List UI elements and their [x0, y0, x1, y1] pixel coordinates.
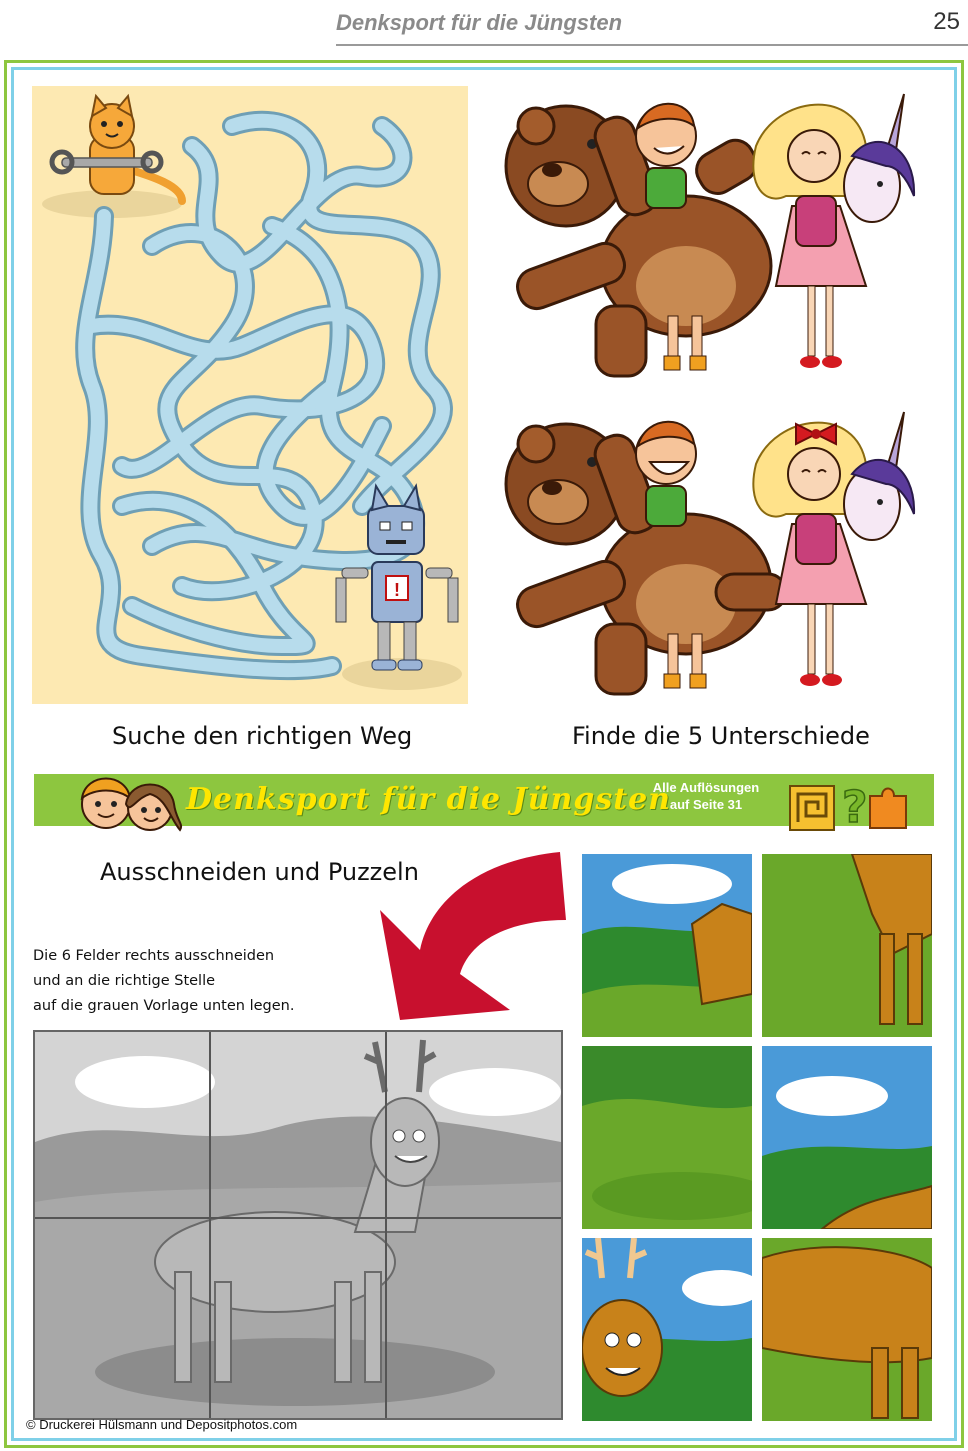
puzzle-template-gray[interactable] — [33, 1030, 563, 1420]
puzzle-instructions — [33, 944, 294, 1019]
difference-picture-changed[interactable] — [496, 404, 936, 704]
page-number: 25 — [933, 8, 960, 35]
robot-warning-sign: ! — [394, 580, 400, 600]
page-header — [0, 0, 968, 48]
solutions-note-line2: auf Seite 31 — [669, 797, 743, 812]
instruction-line-3: auf die grauen Vorlage unten legen. — [33, 998, 295, 1014]
template-picture — [35, 1032, 561, 1418]
difference-picture-original[interactable] — [496, 86, 936, 386]
puzzle-tile-2[interactable] — [762, 854, 932, 1037]
solutions-note — [636, 779, 776, 813]
copyright-notice — [26, 1417, 297, 1432]
puzzle-tile-1[interactable] — [582, 854, 752, 1037]
solutions-note-line1: Alle Auflösungen — [652, 780, 760, 795]
copyright-text: Druckerei Hülsmann und Depositphotos.com — [39, 1417, 298, 1432]
robot-cat-icon — [336, 486, 458, 670]
curved-arrow-icon — [360, 850, 572, 1026]
maze-puzzle[interactable] — [32, 86, 468, 704]
svg-text:?: ? — [842, 782, 868, 833]
maze-caption: Suche den richtigen Weg — [112, 722, 413, 750]
cat-mechanic-icon — [52, 96, 182, 201]
puzzle-tile-3[interactable] — [582, 1046, 752, 1229]
puzzle-title: Ausschneiden und Puzzeln — [100, 858, 419, 886]
puzzle-question-icon — [786, 776, 916, 834]
differences-caption: Finde die 5 Unterschiede — [572, 722, 870, 750]
kids-faces-icon — [66, 764, 186, 834]
header-title: Denksport für die Jüngsten — [336, 10, 623, 35]
instruction-line-2: und an die richtige Stelle — [33, 973, 216, 989]
instruction-line-1: Die 6 Felder rechts ausschneiden — [33, 948, 275, 964]
maze-drawing[interactable] — [32, 86, 468, 704]
puzzle-tile-4[interactable] — [762, 1046, 932, 1229]
puzzle-tile-6[interactable] — [762, 1238, 932, 1421]
header-rule — [336, 44, 968, 46]
copyright-icon: © — [26, 1417, 36, 1432]
puzzle-tile-5[interactable] — [582, 1238, 752, 1421]
banner-title: Denksport für die Jüngsten — [186, 782, 671, 817]
